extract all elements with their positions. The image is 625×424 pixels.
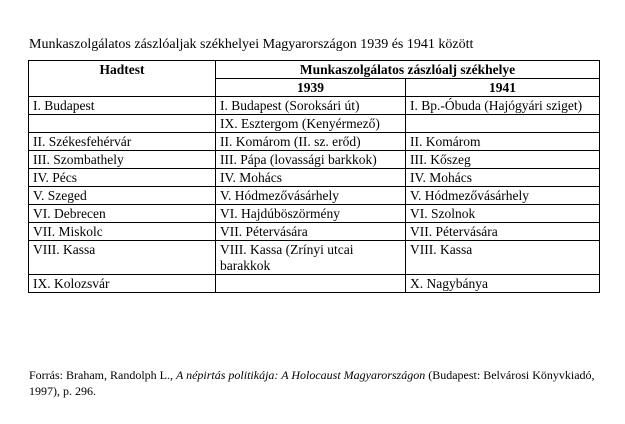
table-row	[29, 275, 600, 293]
cell-1941: I. Bp.-Óbuda (Hajógyári sziget)	[406, 97, 600, 115]
table-row	[29, 223, 600, 241]
table-row	[29, 205, 600, 223]
cell-corps: IX. Kolozsvár	[29, 275, 216, 293]
header-seat: Munkaszolgálatos zászlóalj székhelye	[216, 61, 600, 79]
cell-1941: IV. Mohács	[406, 169, 600, 187]
source-note	[29, 367, 599, 399]
cell-corps: VIII. Kassa	[29, 241, 216, 275]
cell-1939: IV. Mohács	[216, 169, 406, 187]
header-1941: 1941	[406, 79, 600, 97]
cell-1939	[216, 275, 406, 293]
cell-corps: V. Szeged	[29, 187, 216, 205]
cell-1941: X. Nagybánya	[406, 275, 600, 293]
cell-1939: I. Budapest (Soroksári út)	[216, 97, 406, 115]
cell-1941	[406, 115, 600, 133]
table-row	[29, 187, 600, 205]
cell-1939: VI. Hajdúböszörmény	[216, 205, 406, 223]
source-book-title: A népirtás politikája: A Holocaust Magyarországon	[175, 368, 426, 382]
cell-corps: II. Székesfehérvár	[29, 133, 216, 151]
header-corps: Hadtest	[29, 61, 216, 97]
cell-1939: III. Pápa (lovassági barkkok)	[216, 151, 406, 169]
source-suffix: (Budapest: Belvárosi Könyvkiadó, 1997), p. 296.	[29, 368, 595, 398]
header-row-1	[29, 61, 600, 79]
table-body	[29, 97, 600, 293]
cell-1941: VIII. Kassa	[406, 241, 600, 275]
cell-corps: I. Budapest	[29, 97, 216, 115]
table-row	[29, 151, 600, 169]
cell-1939: V. Hódmezővásárhely	[216, 187, 406, 205]
cell-1941: VI. Szolnok	[406, 205, 600, 223]
table-row	[29, 115, 600, 133]
cell-1939: VIII. Kassa (Zrínyi utcai barakkok	[216, 241, 406, 275]
cell-1939: VII. Pétervására	[216, 223, 406, 241]
cell-corps: VII. Miskolc	[29, 223, 216, 241]
table-title: Munkaszolgálatos zászlóaljak székhelyei Magyarországon 1939 és 1941 között	[29, 37, 474, 52]
table-row	[29, 133, 600, 151]
header-1939: 1939	[216, 79, 406, 97]
cell-corps	[29, 115, 216, 133]
cell-1939: IX. Esztergom (Kenyérmező)	[216, 115, 406, 133]
cell-1939: II. Komárom (II. sz. erőd)	[216, 133, 406, 151]
battalion-seats-table	[28, 60, 600, 293]
cell-corps: VI. Debrecen	[29, 205, 216, 223]
cell-1941: V. Hódmezővásárhely	[406, 187, 600, 205]
table-row	[29, 169, 600, 187]
cell-corps: IV. Pécs	[29, 169, 216, 187]
source-prefix: Forrás: Braham, Randolph L.,	[29, 368, 176, 382]
table-row	[29, 241, 600, 275]
table-row	[29, 97, 600, 115]
cell-1941: III. Kőszeg	[406, 151, 600, 169]
cell-1941: VII. Pétervására	[406, 223, 600, 241]
cell-corps: III. Szombathely	[29, 151, 216, 169]
cell-1941: II. Komárom	[406, 133, 600, 151]
